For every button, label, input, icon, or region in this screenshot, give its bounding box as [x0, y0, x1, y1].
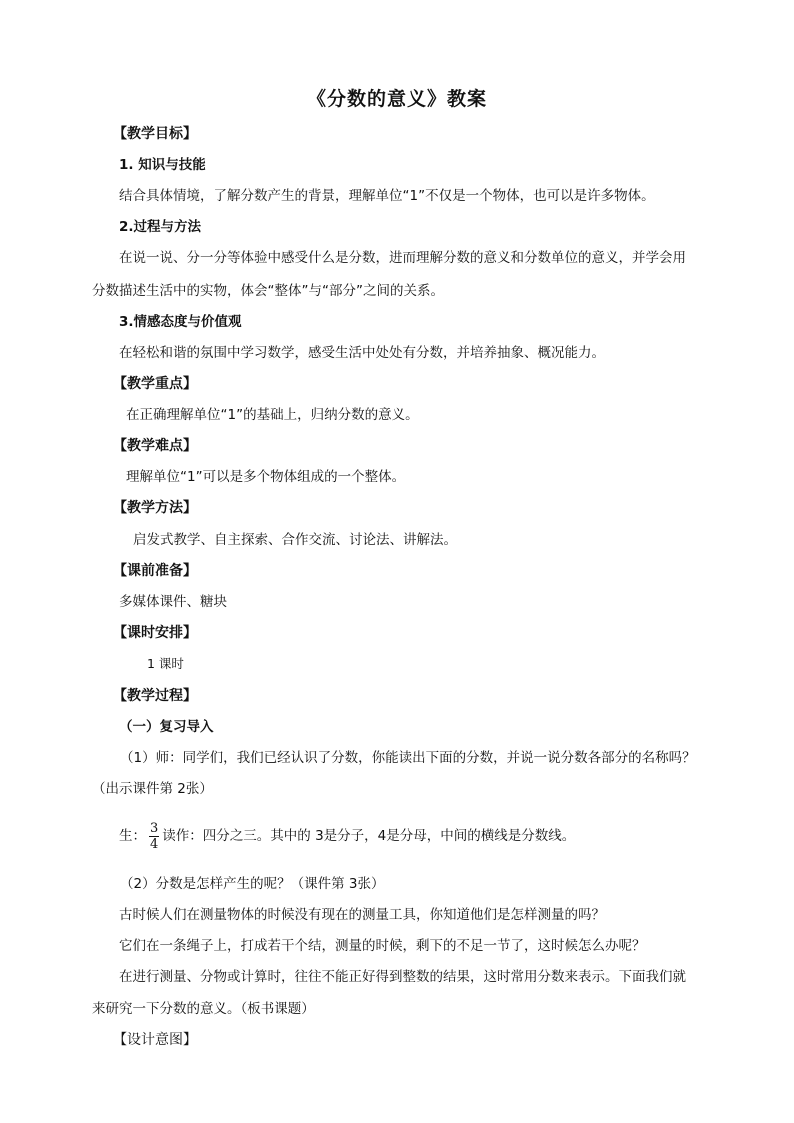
process-text-1: 在说一说、分一分等体验中感受什么是分数，进而理解分数的意义和分数单位的意义，并学会用 — [119, 250, 686, 266]
review-question-line1: （1）师：同学们，我们已经认识了分数，你能读出下面的分数，并说一说分数各部分的名称吗？ — [120, 750, 696, 766]
design-intent-heading: 【设计意图】 — [113, 1032, 197, 1048]
subheading-attitude: 3.情感态度与价值观 — [119, 314, 242, 330]
origin-question: （2）分数是怎样产生的呢？（课件第 3张） — [120, 876, 385, 892]
subheading-knowledge: 1. 知识与技能 — [119, 157, 206, 173]
goal-heading: 【教学目标】 — [113, 126, 197, 142]
key-heading: 【教学重点】 — [113, 376, 197, 392]
prep-heading: 【课前准备】 — [113, 563, 197, 579]
prep-text: 多媒体课件、糖块 — [119, 594, 227, 610]
key-text: 在正确理解单位“1”的基础上，归纳分数的意义。 — [126, 407, 419, 423]
subheading-process: 2.过程与方法 — [119, 219, 202, 235]
fraction-numerator: 3 — [150, 820, 159, 836]
difficulty-heading: 【教学难点】 — [113, 438, 197, 454]
time-text: 1 课时 — [147, 656, 184, 671]
difficulty-text: 理解单位“1”可以是多个物体组成的一个整体。 — [126, 469, 406, 485]
attitude-text: 在轻松和谐的氛围中学习数学，感受生活中处处有分数，并培养抽象、概况能力。 — [119, 345, 605, 361]
review-question-line2: （出示课件第 2张） — [92, 781, 213, 797]
process-heading: 【教学过程】 — [113, 688, 197, 704]
knowledge-text: 结合具体情境，了解分数产生的背景，理解单位“1”不仅是一个物体，也可以是许多物体。 — [119, 188, 655, 204]
measurement-text-1: 在进行测量、分物或计算时，往往不能正好得到整数的结果，这时常用分数来表示。下面我们就 — [119, 969, 686, 985]
part1-heading: （一）复习导入 — [119, 719, 214, 735]
rope-knot-question: 它们在一条绳子上，打成若干个结，测量的时候，剩下的不足一节了，这时候怎么办呢？ — [119, 938, 646, 954]
ancient-measure-question: 古时候人们在测量物体的时候没有现在的测量工具，你知道他们是怎样测量的吗？ — [119, 907, 605, 923]
fraction-three-quarters — [149, 821, 159, 852]
document-title: 《分数的意义》教案 — [306, 88, 487, 110]
measurement-text-2: 来研究一下分数的意义。（板书课题） — [92, 1001, 315, 1017]
method-text: 启发式教学、自主探索、合作交流、讨论法、讲解法。 — [133, 532, 457, 548]
student-prefix: 生： — [119, 828, 146, 844]
method-heading: 【教学方法】 — [113, 500, 197, 516]
student-answer-text: 读作：四分之三。其中的 3是分子，4是分母，中间的横线是分数线。 — [162, 828, 576, 844]
time-heading: 【课时安排】 — [113, 625, 197, 641]
fraction-denominator: 4 — [150, 836, 159, 852]
process-text-2: 分数描述生活中的实物，体会“整体”与“部分”之间的关系。 — [92, 283, 444, 299]
student-answer-line — [119, 816, 704, 856]
